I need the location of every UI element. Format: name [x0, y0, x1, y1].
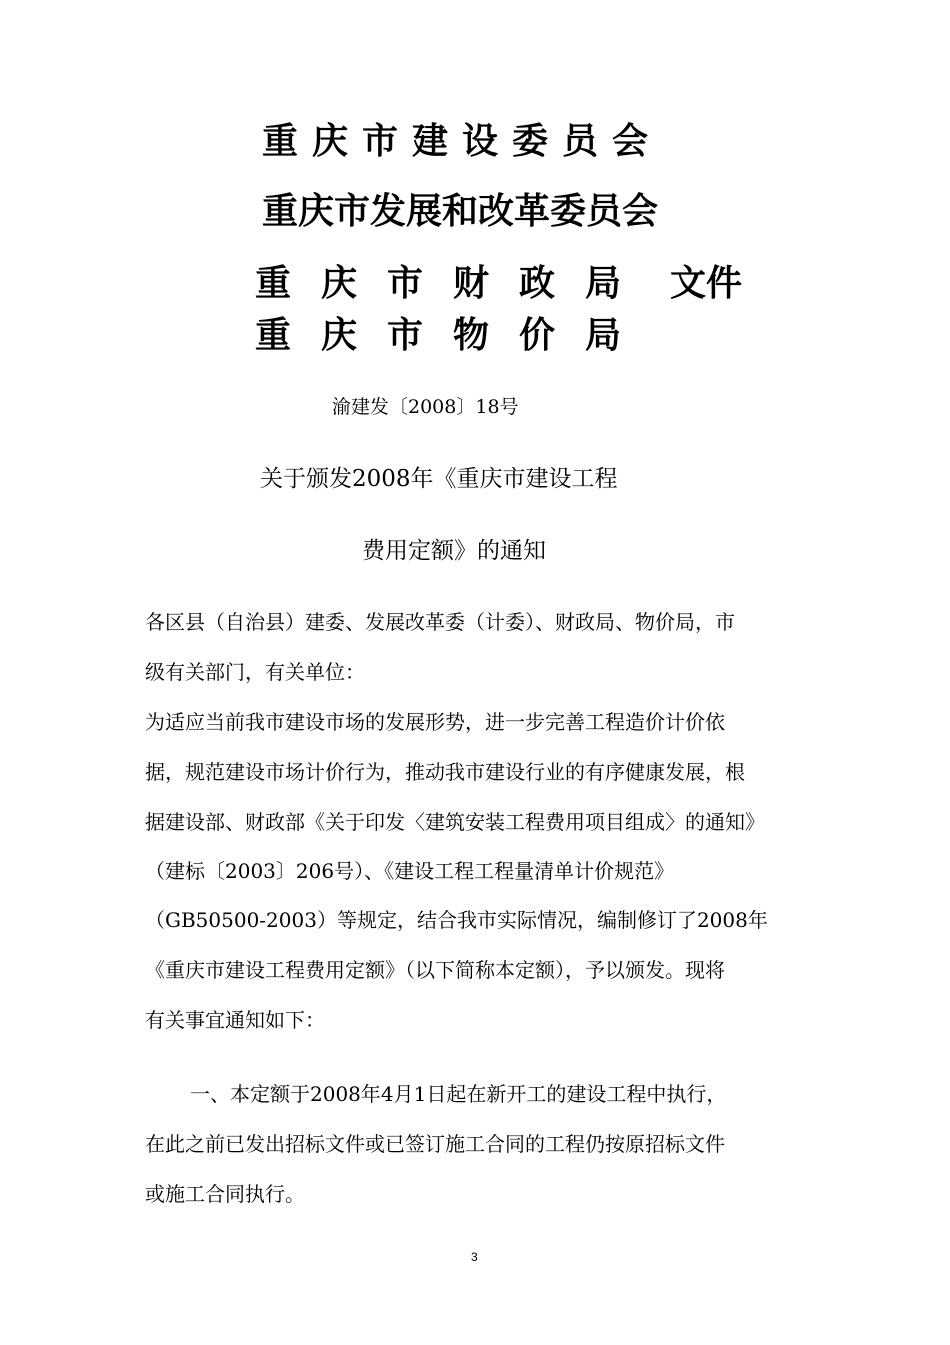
document-number: 渝建发〔2008〕18号 — [332, 396, 519, 418]
page-number: 3 — [471, 1250, 478, 1264]
file-label: 文件 — [670, 263, 743, 304]
notice-title-line-2: 费用定额》的通知 — [362, 538, 546, 564]
body-line: （GB50500-2003）等规定，结合我市实际情况，编制修订了2008年 — [145, 908, 768, 932]
issuer-price-bureau: 重庆市物价局 — [255, 315, 652, 356]
body-line: 有关事宜通知如下： — [145, 1008, 325, 1032]
body-line: 据建设部、财政部《关于印发〈建筑安装工程费用项目组成〉的通知》 — [145, 810, 765, 834]
body-line: （建标〔2003〕206号）、《建设工程工程量清单计价规范》 — [145, 859, 675, 883]
notice-title-line-1: 关于颁发2008年《重庆市建设工程 — [260, 466, 618, 492]
body-line: 或施工合同执行。 — [145, 1182, 305, 1206]
body-line: 在此之前已发出招标文件或已签订施工合同的工程仍按原招标文件 — [145, 1132, 725, 1156]
body-line: 各区县（自治县）建委、发展改革委（计委）、财政局、物价局，市 — [145, 610, 735, 634]
issuer-development-reform-committee: 重庆市发展和改革委员会 — [262, 191, 659, 232]
issuer-construction-committee: 重庆市建设委员会 — [262, 121, 663, 162]
body-line: 级有关部门，有关单位： — [145, 660, 365, 684]
body-line: 为适应当前我市建设市场的发展形势，进一步完善工程造价计价依 — [145, 710, 725, 734]
body-line: 据，规范建设市场计价行为，推动我市建设行业的有序健康发展，根 — [145, 760, 745, 784]
body-line: 《重庆市建设工程费用定额》（以下简称本定额），予以颁发。现将 — [145, 958, 725, 982]
body-line: 一、本定额于2008年4月1日起在新开工的建设工程中执行， — [190, 1082, 727, 1106]
issuer-finance-bureau: 重庆市财政局 — [255, 263, 652, 304]
